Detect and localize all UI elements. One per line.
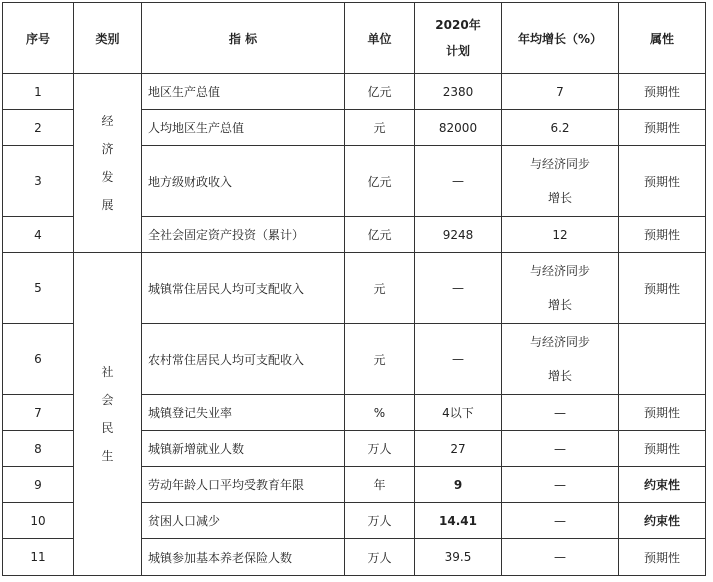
cell-indicator: 人均地区生产总值 xyxy=(142,110,345,146)
category-social xyxy=(74,253,142,576)
cell-seq: 2 xyxy=(3,110,74,146)
header-row xyxy=(3,3,706,74)
cell-seq: 9 xyxy=(3,467,74,503)
cell-plan: 2380 xyxy=(415,74,502,110)
table-row xyxy=(3,253,706,324)
cell-unit: 万人 xyxy=(345,431,415,467)
cell-indicator: 贫困人口减少 xyxy=(142,503,345,539)
cell-growth: — xyxy=(502,467,619,503)
indicator-table xyxy=(2,2,706,576)
cell-growth: 6.2 xyxy=(502,110,619,146)
cell-attribute: 预期性 xyxy=(619,146,706,217)
cell-plan: 39.5 xyxy=(415,539,502,576)
cell-attribute: 预期性 xyxy=(619,395,706,431)
growth-line: 增长 xyxy=(547,298,572,312)
cell-attribute: 预期性 xyxy=(619,253,706,324)
cell-unit: 亿元 xyxy=(345,74,415,110)
category-char: 济 xyxy=(101,142,114,156)
cell-seq: 10 xyxy=(3,503,74,539)
cell-indicator: 城镇登记失业率 xyxy=(142,395,345,431)
cell-growth: 7 xyxy=(502,74,619,110)
cell-growth: — xyxy=(502,395,619,431)
cell-unit: % xyxy=(345,395,415,431)
header-growth: 年均增长（%） xyxy=(502,3,619,74)
cell-indicator: 城镇常住居民人均可支配收入 xyxy=(142,253,345,324)
table-row xyxy=(3,74,706,110)
category-char: 会 xyxy=(101,393,114,407)
header-attribute: 属性 xyxy=(619,3,706,74)
cell-indicator: 地方级财政收入 xyxy=(142,146,345,217)
header-category: 类别 xyxy=(74,3,142,74)
category-economy xyxy=(74,74,142,253)
cell-plan: — xyxy=(415,253,502,324)
growth-line: 增长 xyxy=(547,191,572,205)
growth-line: 与经济同步 xyxy=(529,157,590,171)
header-seq: 序号 xyxy=(3,3,74,74)
cell-seq: 5 xyxy=(3,253,74,324)
cell-attribute: 预期性 xyxy=(619,539,706,576)
cell-plan: — xyxy=(415,146,502,217)
category-char: 民 xyxy=(101,421,114,435)
header-plan xyxy=(415,3,502,74)
cell-seq: 11 xyxy=(3,539,74,576)
cell-unit: 亿元 xyxy=(345,146,415,217)
cell-plan: 9 xyxy=(415,467,502,503)
cell-unit: 元 xyxy=(345,324,415,395)
cell-seq: 7 xyxy=(3,395,74,431)
cell-unit: 亿元 xyxy=(345,217,415,253)
cell-unit: 元 xyxy=(345,110,415,146)
category-char: 发 xyxy=(101,170,114,184)
cell-attribute xyxy=(619,324,706,395)
cell-growth xyxy=(502,146,619,217)
header-plan-year: 2020年 xyxy=(435,18,481,32)
cell-attribute: 预期性 xyxy=(619,431,706,467)
cell-growth xyxy=(502,253,619,324)
header-indicator: 指 标 xyxy=(142,3,345,74)
growth-line: 与经济同步 xyxy=(529,264,590,278)
cell-attribute: 约束性 xyxy=(619,467,706,503)
cell-growth xyxy=(502,324,619,395)
category-char: 经 xyxy=(101,114,114,128)
cell-indicator: 劳动年龄人口平均受教育年限 xyxy=(142,467,345,503)
cell-seq: 4 xyxy=(3,217,74,253)
cell-plan: 27 xyxy=(415,431,502,467)
cell-growth: — xyxy=(502,503,619,539)
category-char: 展 xyxy=(101,198,114,212)
cell-seq: 6 xyxy=(3,324,74,395)
cell-plan: 9248 xyxy=(415,217,502,253)
cell-indicator: 地区生产总值 xyxy=(142,74,345,110)
cell-attribute: 预期性 xyxy=(619,217,706,253)
category-char: 社 xyxy=(101,365,114,379)
cell-seq: 3 xyxy=(3,146,74,217)
cell-unit: 万人 xyxy=(345,503,415,539)
growth-line: 增长 xyxy=(547,369,572,383)
cell-plan: 14.41 xyxy=(415,503,502,539)
cell-growth: 12 xyxy=(502,217,619,253)
cell-attribute: 约束性 xyxy=(619,503,706,539)
growth-line: 与经济同步 xyxy=(529,335,590,349)
cell-indicator: 城镇新增就业人数 xyxy=(142,431,345,467)
cell-seq: 8 xyxy=(3,431,74,467)
cell-indicator: 农村常住居民人均可支配收入 xyxy=(142,324,345,395)
cell-indicator: 全社会固定资产投资（累计） xyxy=(142,217,345,253)
cell-attribute: 预期性 xyxy=(619,110,706,146)
cell-unit: 元 xyxy=(345,253,415,324)
header-plan-label: 计划 xyxy=(445,44,470,58)
cell-plan: — xyxy=(415,324,502,395)
cell-unit: 万人 xyxy=(345,539,415,576)
cell-growth: — xyxy=(502,431,619,467)
header-unit: 单位 xyxy=(345,3,415,74)
cell-growth: — xyxy=(502,539,619,576)
category-char: 生 xyxy=(101,449,114,463)
cell-plan: 4以下 xyxy=(415,395,502,431)
cell-unit: 年 xyxy=(345,467,415,503)
cell-attribute: 预期性 xyxy=(619,74,706,110)
cell-plan: 82000 xyxy=(415,110,502,146)
cell-seq: 1 xyxy=(3,74,74,110)
cell-indicator: 城镇参加基本养老保险人数 xyxy=(142,539,345,576)
